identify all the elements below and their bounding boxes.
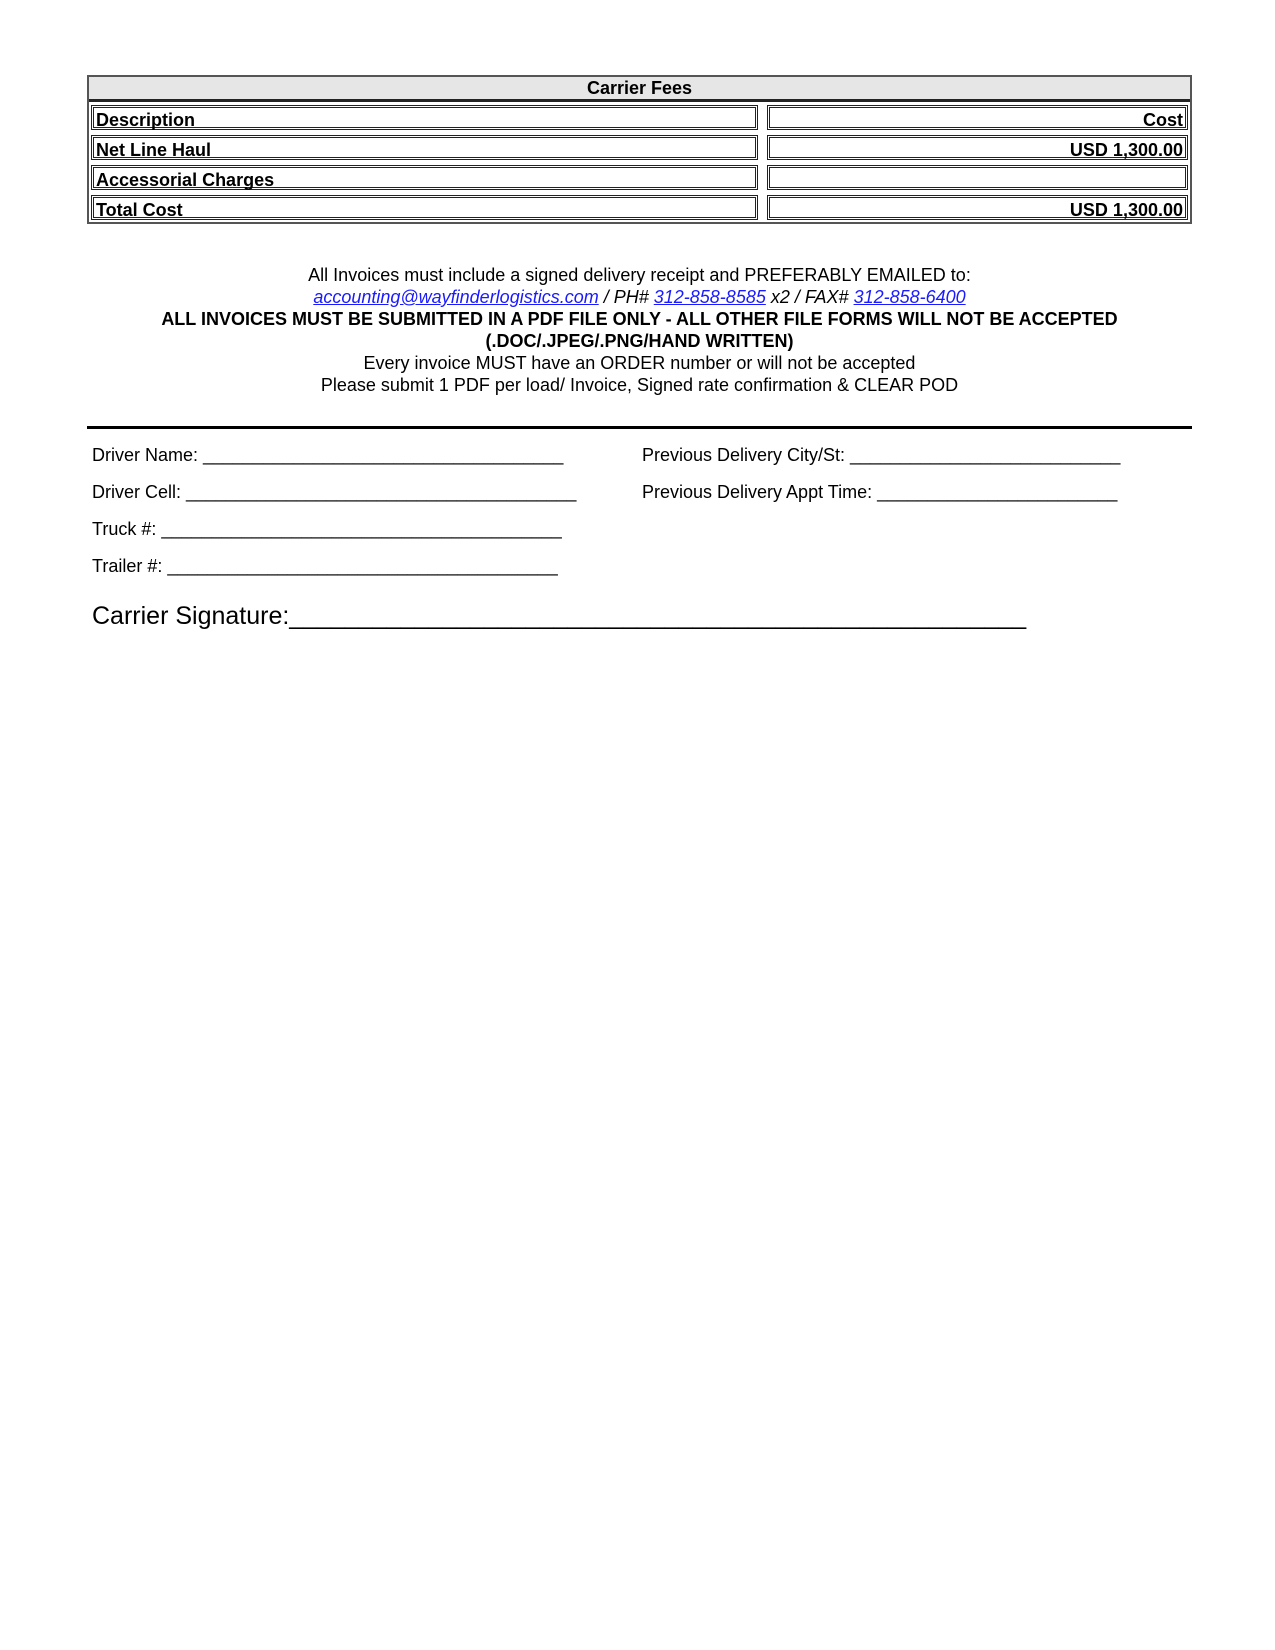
table-row	[89, 132, 1190, 162]
table-header-row	[89, 102, 1190, 132]
trailer-number-field[interactable]: Trailer #: _______________________________________	[92, 556, 558, 576]
order-number-notice: Every invoice MUST have an ORDER number or will not be accepted	[363, 353, 916, 373]
carrier-signature-field[interactable]: Carrier Signature:_____________________________________________________	[92, 602, 1027, 630]
previous-delivery-city-field[interactable]: Previous Delivery City/St: ___________________________	[642, 445, 1121, 465]
rejected-formats: (.DOC/.JPEG/.PNG/HAND WRITTEN)	[485, 331, 794, 351]
driver-name-field[interactable]: Driver Name: ____________________________________	[92, 445, 564, 465]
row-cost	[767, 165, 1188, 190]
row-cost: USD 1,300.00	[767, 195, 1188, 220]
description-header: Description	[91, 105, 758, 130]
pdf-only-warning: ALL INVOICES MUST BE SUBMITTED IN A PDF FILE ONLY - ALL OTHER FILE FORMS WILL NOT BE ACCEPTED	[161, 309, 1118, 329]
submission-notice: Please submit 1 PDF per load/ Invoice, Signed rate confirmation & CLEAR POD	[320, 375, 959, 395]
carrier-fees-table	[87, 75, 1192, 224]
fax-link[interactable]: 312-858-6400	[853, 287, 966, 307]
row-cost: USD 1,300.00	[767, 135, 1188, 160]
notice-line-email-instructions: All Invoices must include a signed delivery receipt and PREFERABLY EMAILED to:	[308, 265, 971, 285]
email-link[interactable]: accounting@wayfinderlogistics.com	[313, 287, 599, 307]
row-description: Accessorial Charges	[91, 165, 758, 190]
phone-label: / PH#	[598, 287, 654, 307]
section-divider	[87, 426, 1192, 429]
truck-number-field[interactable]: Truck #: ________________________________________	[92, 519, 562, 539]
fax-label: x2 / FAX#	[765, 287, 854, 307]
table-row	[89, 192, 1190, 222]
contact-line	[87, 286, 1192, 308]
previous-delivery-appt-field[interactable]: Previous Delivery Appt Time: ________________________	[642, 482, 1118, 502]
table-row	[89, 162, 1190, 192]
carrier-fees-title: Carrier Fees	[89, 77, 1190, 102]
phone-link[interactable]: 312-858-8585	[653, 287, 766, 307]
row-description: Total Cost	[91, 195, 758, 220]
invoice-notice	[87, 264, 1192, 396]
cost-header: Cost	[767, 105, 1188, 130]
driver-cell-field[interactable]: Driver Cell: _______________________________________	[92, 482, 577, 502]
row-description: Net Line Haul	[91, 135, 758, 160]
